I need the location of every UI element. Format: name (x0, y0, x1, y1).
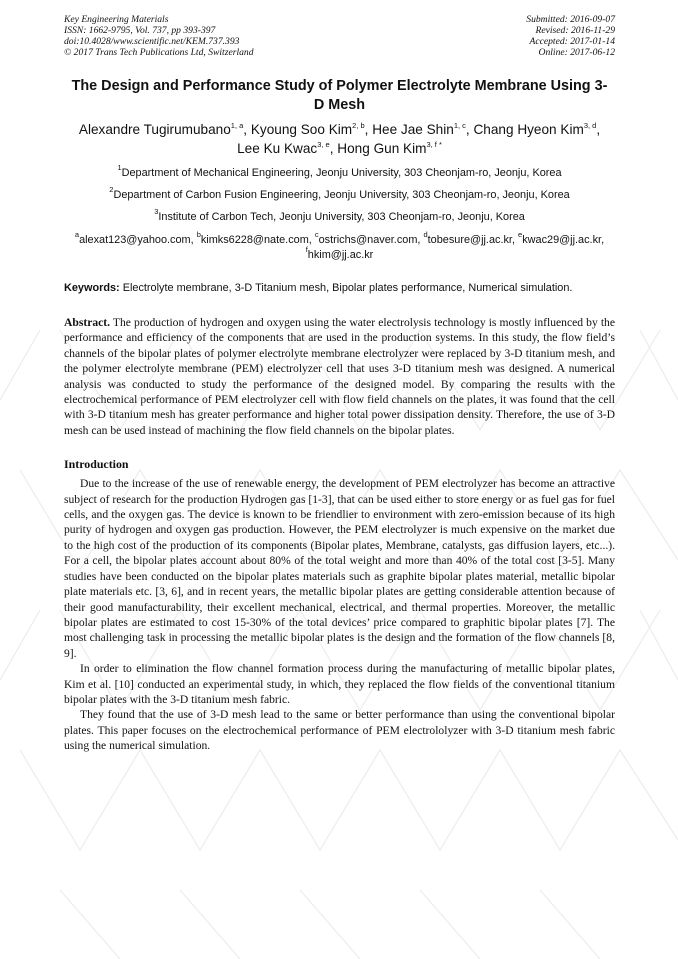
accepted-date: Accepted: 2017-01-14 (529, 36, 615, 47)
author: Kyoung Soo Kim$^{2, b}$, (250, 121, 373, 137)
email-item[interactable]: $^f$hkim@jj.ac.kr (305, 245, 374, 261)
affiliation-2: $^2$Department of Carbon Fusion Engineering, Jeonju University, 303 Cheonjam-ro, Jeonju, Korea (109, 185, 570, 201)
author: Hong Gun Kim$^{3, f *}$ (337, 140, 442, 156)
abstract-label: Abstract. (64, 316, 111, 329)
email-item[interactable]: $^c$ostrichs@naver.com (314, 230, 418, 246)
email-item[interactable]: $^d$tobesure@jj.ac.kr (423, 230, 512, 246)
issn-line: ISSN: 1662-9795, Vol. 737, pp 393-397 (64, 25, 216, 36)
email-item[interactable]: $^a$alexat123@yahoo.com (74, 230, 191, 246)
dates-info (526, 14, 615, 58)
author: Chang Hyeon Kim$^{3, d}$, (473, 121, 601, 137)
affiliation-3: $^3$Institute of Carbon Tech, Jeonju University, 303 Cheonjam-ro, Jeonju, Korea (154, 207, 525, 223)
keywords-text: Electrolyte membrane, 3-D Titanium mesh, Bipolar plates performance, Numerical simulation. (122, 282, 573, 294)
keywords-label: Keywords: (64, 282, 120, 294)
journal-header (64, 14, 615, 58)
email-item[interactable]: $^b$kimks6228@nate.com (196, 230, 309, 246)
author: Alexandre Tugirumubano$^{1, a}$, (78, 121, 251, 137)
author: Hee Jae Shin$^{1, c}$, (372, 121, 474, 137)
email-item[interactable]: $^e$kwac29@jj.ac.kr (518, 230, 602, 246)
doi-line: doi:10.4028/www.scientific.net/KEM.737.393 (64, 36, 240, 47)
journal-name: Key Engineering Materials (64, 14, 169, 25)
author-list (74, 120, 605, 158)
paper-title: The Design and Performance Study of Polymer Electrolyte Membrane Using 3-D Mesh (71, 78, 608, 113)
journal-info (64, 14, 254, 58)
keywords (64, 281, 615, 296)
author: Lee Ku Kwac$^{3, e}$, (237, 140, 338, 156)
introduction-paragraph-3: They found that the use of 3-D mesh lead to the same or better performance than using the conventional bipolar plates. This paper focuses on the electrochemical performance of PEM electrololyzer with 3-D titanium mesh fabric using the numerical simulation. (64, 708, 615, 753)
revised-date: Revised: 2016-11-29 (535, 25, 615, 36)
abstract-text: The production of hydrogen and oxygen using the water electrolysis technology is mostly influenced by the performance and efficiency of the components that are used in the production systems. In this study, the flow field’s channels of the bipolar plates of polymer electrolyte membrane electrolyzer were replaced by 3-D titanium mesh, and the polymer electrolyte membrane (PEM) electrolyzer cell that uses 3-D titanium mesh was designed. A numerical analysis was conducted to study the performance of the designed model. By comparing the results with the electrochemical performance of PEM electrolyzer cell with flow field channels on the plates, it was found that the cell with 3-D titanium mesh has greater performance and higher total power dissipation density. Therefore, the use of 3-D mesh can be used instead of machining the flow field channels on the bipolar plates. (64, 316, 615, 437)
online-date: Online: 2017-06-12 (538, 47, 615, 58)
introduction-paragraph-2: In order to elimination the flow channel formation process during the manufacturing of metallic bipolar plates, Kim et al. [10] conducted an experimental study, in which, they replaced the flow fields of the conventional titanium bipolar plates with the 3-D titanium mesh fabric. (64, 662, 615, 706)
affiliation-1: $^1$Department of Mechanical Engineering, Jeonju University, 303 Cheonjam-ro, Jeonju, Korea (117, 163, 562, 179)
introduction-paragraph-1: Due to the increase of the use of renewable energy, the development of PEM electrolyzer has become an attractive subject of research for the production Hydrogen gas [1-3], that can be used either to store energy or as fuel gas for fuel cells, and the oxygen gas. The device is known to be friendlier to environment with zero-emission because of its high purity of hydrogen and oxygen gas production. However, the PEM electrolyzer is much expensive on the market due to the high cost of the production of its components (Bipolar plates, Membrane, catalysts, gas diffusion layers, etc...). For a cell, the bipolar plates account about 80% of the total weight and more than 40% of the total cost [3-5]. Many studies have been conducted on the bipolar plates materials such as graphite bipolar plates material, metallic bipolar plate materials etc. [3, 6], and in recent years, the metallic bipolar plates are getting considerable attention because of their good manufacturability, their excellent mechanical, electrical, and thermal properties. Moreover, the metallic bipolar plates are estimated to cost 15-30% of the total devices’ price compared to graphitic bipolar plates [7]. The most challenging task in processing the metallic bipolar plates is the design and the formation of the flow channels [8, 9]. (64, 477, 615, 660)
submitted-date: Submitted: 2016-09-07 (526, 14, 615, 25)
abstract (64, 315, 615, 438)
introduction-heading: Introduction (64, 457, 129, 472)
email-list: $^a$alexat123@yahoo.com, $^b$kimks6228@nate.com, $^c$ostrichs@naver.com, $^d$tobesure@jj.ac.kr, $^e$kwac29@jj.ac.kr, $^f$hkim@jj.ac.kr (74, 230, 605, 261)
copyright-line: © 2017 Trans Tech Publications Ltd, Switzerland (64, 47, 254, 58)
